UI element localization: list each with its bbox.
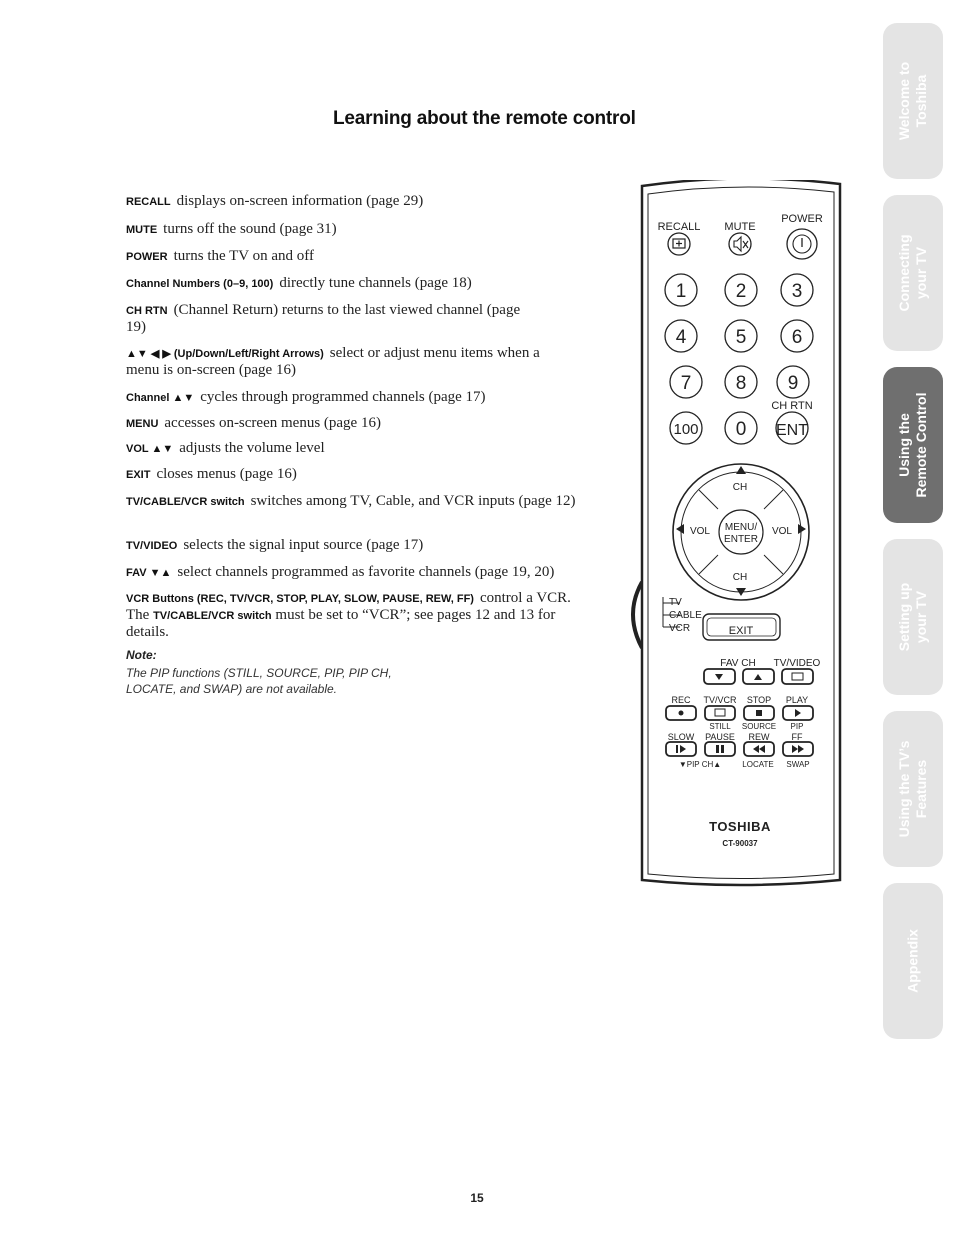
page-number: 15 (470, 1191, 484, 1205)
svg-text:8: 8 (735, 373, 747, 394)
desc-key: POWER (126, 251, 168, 263)
desc-mute (126, 221, 576, 238)
tv-video-label: TV/VIDEO (773, 658, 821, 669)
desc-text: selects the signal input source (page 17) (183, 537, 424, 553)
desc-text: directly tune channels (page 18) (279, 275, 472, 291)
fav-down-button[interactable] (704, 669, 735, 684)
play-button[interactable] (783, 706, 813, 720)
svg-text:6: 6 (791, 327, 803, 348)
note-heading: Note: (126, 648, 157, 662)
page-title: Learning about the remote control (333, 108, 636, 129)
svg-text:VOL: VOL (689, 526, 711, 537)
svg-text:2: 2 (735, 281, 747, 302)
desc-text: (Channel Return) returns to the last viewed channel (page 19) (126, 302, 521, 335)
desc-key: RECALL (126, 196, 171, 208)
desc-exit (126, 466, 576, 483)
mute-button[interactable] (729, 233, 751, 255)
desc-text: select channels programmed as favorite channels (page 19, 20) (177, 564, 555, 580)
desc-key: TV/CABLE/VCR switch (126, 496, 245, 508)
svg-text:7: 7 (680, 373, 692, 394)
desc-recall (126, 193, 576, 210)
recall-label: RECALL (657, 221, 701, 233)
tv-vcr-button[interactable] (705, 706, 735, 720)
svg-text:SLOW: SLOW (667, 732, 695, 742)
desc-key: TV/VIDEO (126, 540, 178, 552)
button-100[interactable] (670, 412, 702, 444)
desc-text: accesses on-screen menus (page 16) (164, 415, 381, 431)
desc-channel-numbers (126, 275, 576, 292)
svg-text:STILL: STILL (709, 722, 731, 731)
svg-text:9: 9 (787, 373, 799, 394)
svg-text:ENT: ENT (776, 422, 808, 439)
rec-button[interactable] (666, 706, 696, 720)
note-body: The PIP functions (STILL, SOURCE, PIP, PIP CH, LOCATE, and SWAP) are not available. (126, 666, 392, 696)
tab-connecting[interactable] (883, 195, 943, 351)
digit-button[interactable] (725, 274, 757, 306)
svg-text:FF: FF (791, 732, 803, 742)
fav-ch-label: FAV CH (720, 658, 756, 669)
desc-key: CH RTN (126, 305, 168, 317)
digit-button[interactable] (725, 320, 757, 352)
desc-ch-rtn (126, 302, 526, 335)
svg-text:REC: REC (671, 695, 691, 705)
digit-button[interactable] (781, 274, 813, 306)
svg-text:STOP: STOP (746, 695, 772, 705)
svg-text:5: 5 (735, 327, 747, 348)
slow-button[interactable] (666, 742, 696, 756)
pause-button[interactable] (705, 742, 735, 756)
svg-text:PIP: PIP (790, 722, 804, 731)
rew-button[interactable] (744, 742, 774, 756)
svg-text:PLAY: PLAY (785, 695, 809, 705)
desc-key: VCR Buttons (REC, TV/VCR, STOP, PLAY, SLOW, PAUSE, REW, FF) (126, 593, 474, 605)
ch-rtn-label: CH RTN (771, 400, 813, 412)
desc-text: must be set to “VCR”; see pages 12 and 13 for details. (126, 607, 556, 640)
desc-arrows (126, 345, 546, 378)
svg-text:VOL: VOL (771, 526, 793, 537)
power-label: POWER (781, 213, 823, 225)
exit-button[interactable] (703, 614, 780, 640)
digit-button[interactable] (777, 366, 809, 398)
tab-appendix[interactable] (883, 883, 943, 1039)
desc-text: adjusts the volume level (179, 440, 325, 456)
navigation-pad (673, 464, 809, 600)
svg-text:CH: CH (732, 482, 748, 493)
svg-text:MENU/: MENU/ (724, 522, 758, 533)
digit-button[interactable] (665, 274, 697, 306)
desc-text: switches among TV, Cable, and VCR inputs (page 12) (250, 493, 576, 509)
desc-fav (126, 564, 586, 581)
desc-key: FAV ▼▲ (126, 567, 172, 579)
svg-text:PAUSE: PAUSE (705, 732, 735, 742)
tab-label: Setting up your TV (896, 582, 929, 652)
mute-label: MUTE (724, 221, 756, 233)
desc-text: select or adjust menu items when a menu is on-screen (page 16) (126, 345, 540, 378)
desc-tv-video (126, 537, 576, 554)
svg-text:TV/VCR: TV/VCR (703, 695, 737, 705)
svg-text:REW: REW (748, 732, 770, 742)
svg-text:CABLE: CABLE (669, 610, 702, 621)
tab-label: Using the Remote Control (896, 392, 929, 498)
svg-text:VCR: VCR (669, 623, 691, 634)
ff-button[interactable] (783, 742, 813, 756)
tab-label: Using the TV’s Features (896, 740, 929, 838)
tab-remote-control[interactable] (883, 367, 943, 523)
tab-welcome[interactable] (883, 23, 943, 179)
svg-text:SOURCE: SOURCE (741, 722, 777, 731)
desc-text: displays on-screen information (page 29) (176, 193, 424, 209)
desc-menu (126, 415, 576, 432)
tv-video-button[interactable] (782, 669, 813, 684)
svg-text:SWAP: SWAP (786, 760, 810, 769)
digit-button[interactable] (670, 366, 702, 398)
svg-text:CH: CH (732, 572, 748, 583)
svg-text:ENTER: ENTER (724, 534, 758, 545)
tab-setting-up[interactable] (883, 539, 943, 695)
stop-button[interactable] (744, 706, 774, 720)
desc-key: MUTE (126, 224, 158, 236)
toshiba-logo: TOSHIBA (709, 819, 771, 834)
ch-rtn-ent-button[interactable] (776, 412, 808, 444)
svg-text:▼PIP CH▲: ▼PIP CH▲ (678, 760, 722, 769)
remote-illustration (630, 180, 850, 890)
desc-key: ▲▼ ◀ ▶ (Up/Down/Left/Right Arrows) (126, 348, 324, 360)
svg-text:4: 4 (675, 327, 687, 348)
digit-button[interactable] (725, 366, 757, 398)
digit-button[interactable] (665, 320, 697, 352)
fav-up-button[interactable] (743, 669, 774, 684)
digit-button[interactable] (781, 320, 813, 352)
desc-text: closes menus (page 16) (156, 466, 297, 482)
tab-label: Appendix (904, 929, 921, 993)
number-keypad (665, 274, 813, 398)
desc-text: turns the TV on and off (173, 248, 314, 264)
power-button[interactable] (787, 229, 817, 259)
desc-channel (126, 389, 576, 406)
svg-text:TV: TV (669, 597, 682, 608)
desc-vcr-buttons (126, 590, 574, 640)
desc-key: MENU (126, 418, 159, 430)
menu-enter-button[interactable] (719, 510, 763, 554)
desc-key: Channel ▲▼ (126, 392, 195, 404)
svg-text:100: 100 (673, 421, 699, 438)
desc-power (126, 248, 576, 265)
svg-text:1: 1 (675, 281, 687, 302)
tab-label: Connecting your TV (896, 234, 929, 312)
tab-features[interactable] (883, 711, 943, 867)
button-0[interactable] (725, 412, 757, 444)
desc-vol (126, 440, 576, 457)
desc-key: EXIT (126, 469, 151, 481)
tab-label: Welcome to Toshiba (896, 61, 929, 141)
desc-tv-cable-vcr (126, 493, 576, 510)
desc-key: Channel Numbers (0–9, 100) (126, 278, 274, 290)
recall-button[interactable] (668, 233, 690, 255)
svg-text:LOCATE: LOCATE (742, 760, 774, 769)
svg-text:EXIT: EXIT (728, 625, 754, 637)
svg-text:3: 3 (791, 281, 803, 302)
model-number: CT-90037 (722, 839, 758, 848)
desc-key-inline: TV/CABLE/VCR switch (153, 610, 272, 622)
desc-text: control a VCR. The (126, 590, 571, 623)
desc-text: turns off the sound (page 31) (163, 221, 337, 237)
desc-text: cycles through programmed channels (page 17) (200, 389, 486, 405)
desc-key: VOL ▲▼ (126, 443, 174, 455)
svg-text:0: 0 (735, 419, 747, 440)
